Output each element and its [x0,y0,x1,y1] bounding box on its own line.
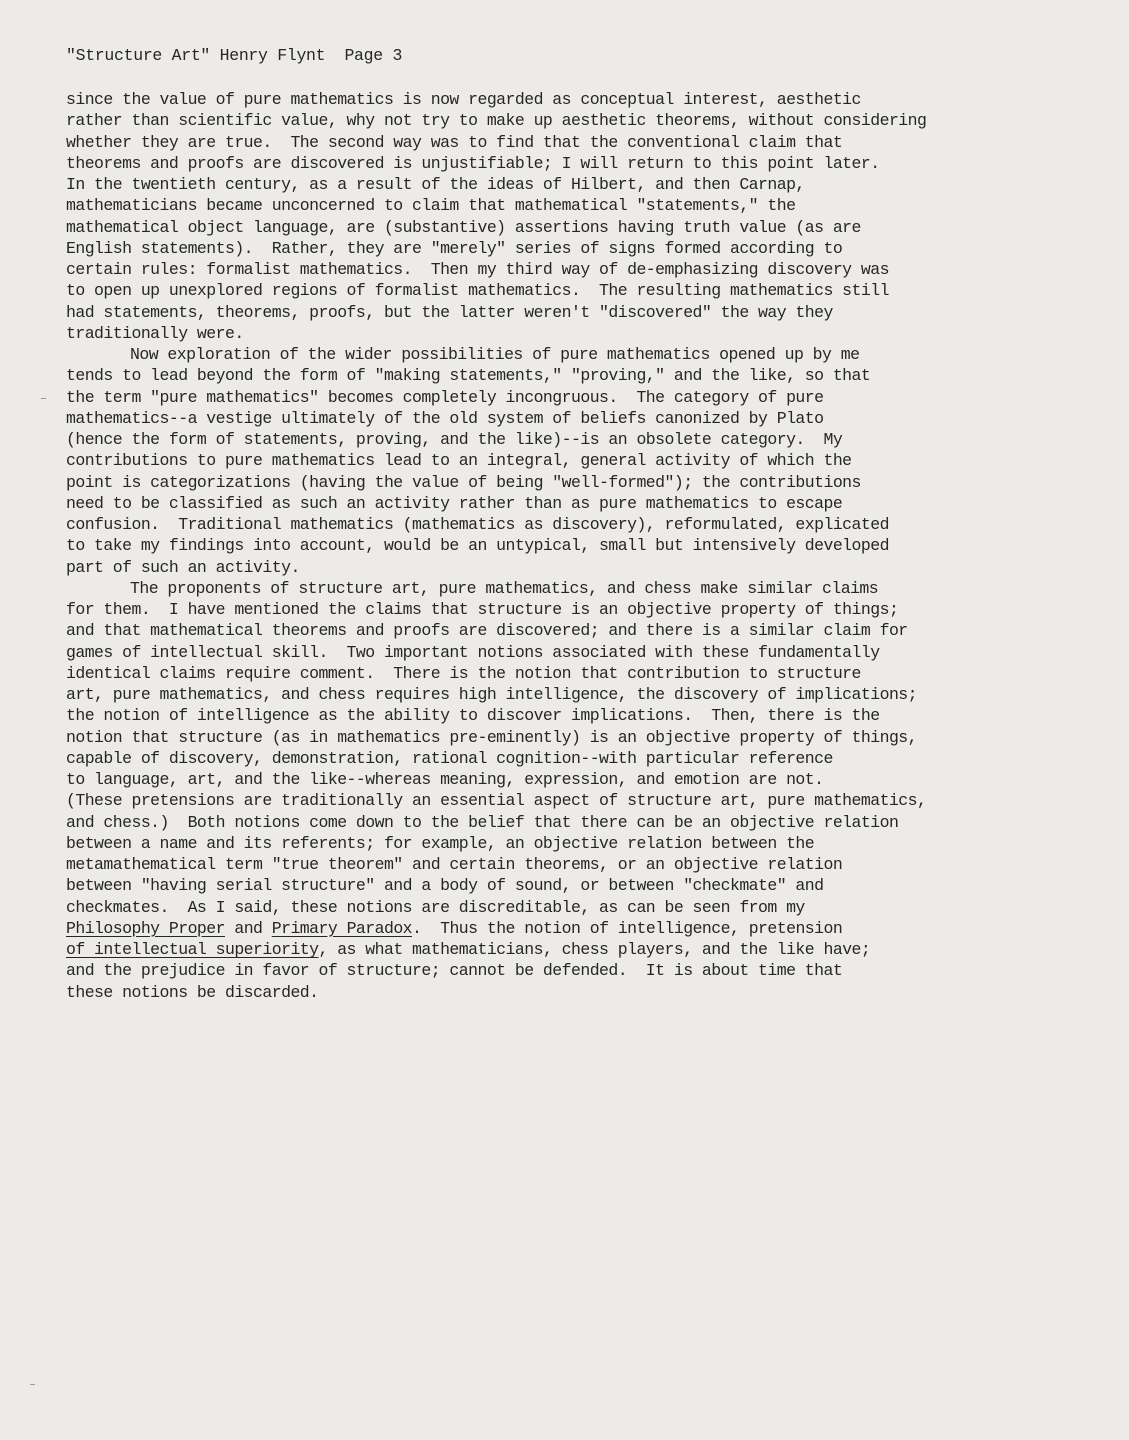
text-line: to open up unexplored regions of formalist mathematics. The resulting mathematics still [66,281,889,301]
text-line-superiority [66,939,1066,960]
text-line: checkmates. As I said, these notions are discreditable, as can be seen from my [66,897,805,917]
text-line: confusion. Traditional mathematics (mathematics as discovery), reformulated, explicated [66,515,889,534]
text-line: to take my findings into account, would be an untypical, small but intensively developed [66,536,889,556]
line-continuation: . Thus the notion of intelligence, pretension [412,918,843,938]
text-line: need to be classified as such an activity rather than as pure mathematics to escape [66,493,843,513]
text-line: had statements, theorems, proofs, but the latter weren't "discovered" the way they [66,302,833,322]
margin-mark [41,398,46,399]
text-line: since the value of pure mathematics is now regarded as conceptual interest, aesthetic [66,90,861,109]
text-line: for them. I have mentioned the claims that structure is an objective property of things; [66,600,899,619]
text-line: metamathematical term "true theorem" and certain theorems, or an objective relation [66,855,843,874]
margin-mark [30,1384,35,1385]
text-line: tends to lead beyond the form of "making statements," "proving," and the like, so that [66,366,871,386]
text-line: mathematicians became unconcerned to claim that mathematical "statements," the [66,196,796,216]
text-line: point is categorizations (having the value of being "well-formed"); the contributions [66,472,861,492]
text-line: between "having serial structure" and a body of sound, or between "checkmate" and [66,876,824,896]
book-title-philosophy-proper: Philosophy Proper [66,918,225,938]
text-line: capable of discovery, demonstration, rational cognition--with particular reference [66,748,833,768]
text-line: between a name and its referents; for example, an objective relation between the [66,833,815,853]
text-line-book-titles [66,918,1066,939]
text-line: and the prejudice in favor of structure; cannot be defended. It is about time that [66,961,843,981]
text-line: to language, art, and the like--whereas meaning, expression, and emotion are not. [66,770,824,789]
text-line: and chess.) Both notions come down to the belief that there can be an objective relation [66,812,899,832]
text-line: notion that structure (as in mathematics pre-eminently) is an objective property of things, [66,727,917,747]
page-header: "Structure Art" Henry Flynt Page 3 [66,46,403,65]
text-line: certain rules: formalist mathematics. Then my third way of de-emphasizing discovery was [66,260,889,279]
text-line: English statements). Rather, they are "merely" series of signs formed according to [66,238,843,258]
underlined-phrase: of intellectual superiority [66,940,319,959]
connector-text: and [224,918,272,938]
text-line: Now exploration of the wider possibilities of pure mathematics opened up by me [130,345,860,364]
text-line: identical claims require comment. There is the notion that contribution to structure [66,663,861,683]
text-line: mathematics--a vestige ultimately of the old system of beliefs canonized by Plato [66,408,824,428]
text-line: theorems and proofs are discovered is unjustifiable; I will return to this point later. [66,153,880,173]
book-title-primary-paradox: Primary Paradox [271,918,413,938]
text-line: and that mathematical theorems and proofs are discovered; and there is a similar claim for [66,621,908,641]
text-line: the notion of intelligence as the ability to discover implications. Then, there is the [66,706,880,726]
line-continuation: , as what mathematicians, chess players, and the like have; [318,940,871,959]
text-line: (hence the form of statements, proving, and the like)--is an obsolete category. My [66,430,843,449]
text-line: part of such an activity. [66,557,300,577]
text-line: whether they are true. The second way was to find that the conventional claim that [66,132,843,152]
paragraph-lines [66,89,1066,918]
text-line: In the twentieth century, as a result of the ideas of Hilbert, and then Carnap, [66,175,805,194]
text-line: these notions be discarded. [66,982,319,1002]
text-line: art, pure mathematics, and chess requires high intelligence, the discovery of implications; [66,685,917,704]
text-line: contributions to pure mathematics lead to an integral, general activity of which the [66,451,852,471]
text-line: games of intellectual skill. Two important notions associated with these fundamentally [66,642,880,662]
text-line: (These pretensions are traditionally an essential aspect of structure art, pure mathematics, [66,791,927,811]
text-line: traditionally were. [66,323,244,343]
text-line: mathematical object language, are (substantive) assertions having truth value (as are [66,217,861,237]
text-line: The proponents of structure art, pure mathematics, and chess make similar claims [130,578,879,598]
text-line: rather than scientific value, why not try to make up aesthetic theorems, without considering [66,111,927,131]
body-text [66,89,1066,1003]
text-line: the term "pure mathematics" becomes completely incongruous. The category of pure [66,387,824,407]
